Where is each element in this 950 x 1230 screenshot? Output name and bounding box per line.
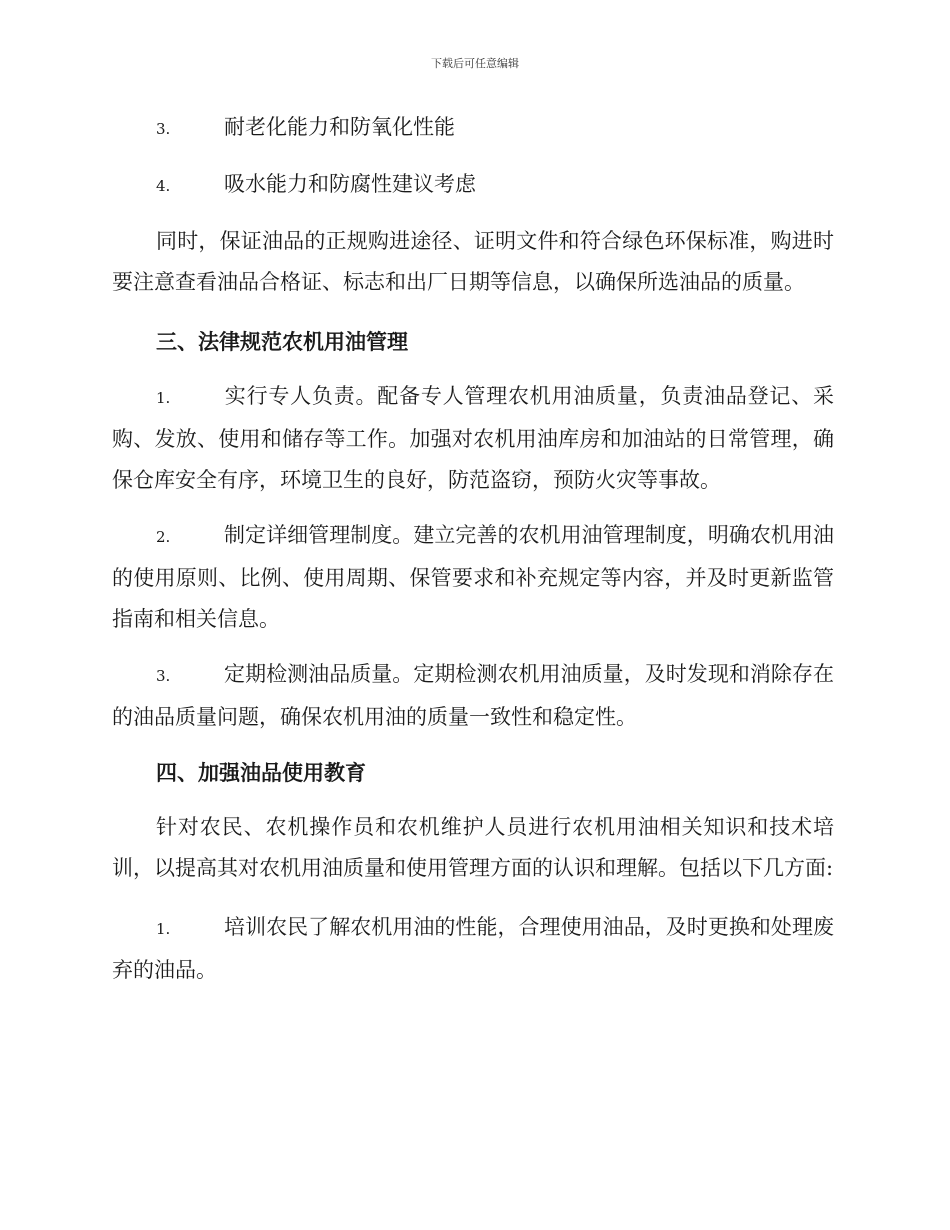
list-item [112,107,834,150]
list-item [112,376,834,501]
paragraph: 针对农民、农机操作员和农机维护人员进行农机用油相关知识和技术培训，以提高其对农机用油质量和使用管理方面的认识和理解。包括以下几方面: [112,815,834,880]
list-text: 吸水能力和防腐性建议考虑 [224,172,476,196]
list-number: 3. [156,667,171,685]
document-body [112,107,834,991]
page-header-note: 下载后可任意编辑 [431,57,519,70]
list-item [112,164,834,207]
list-number: 3. [156,120,171,138]
section-heading-3: 三、法律规范农机用油管理 [156,329,408,354]
list-text: 制定详细管理制度。建立完善的农机用油管理制度，明确农机用油的使用原则、比例、使用周期、保管要求和补充规定等内容，并及时更新监管指南和相关信息。 [112,523,834,631]
list-text: 培训农民了解农机用油的性能，合理使用油品，及时更换和处理废弃的油品。 [112,915,834,982]
list-text: 定期检测油品质量。定期检测农机用油质量，及时发现和消除存在的油品质量问题，确保农机用油的质量一致性和稳定性。 [112,662,834,729]
section-heading-4: 四、加强油品使用教育 [156,760,366,785]
list-text: 耐老化能力和防氧化性能 [224,115,455,139]
list-number: 4. [156,177,171,195]
list-text: 实行专人负责。配备专人管理农机用油质量，负责油品登记、采购、发放、使用和储存等工作。加强对农机用油库房和加油站的日常管理，确保仓库安全有序，环境卫生的良好，防范盗窃，预防火灾等事故。 [112,384,834,492]
list-item [112,654,834,738]
list-item [112,515,834,640]
list-number: 2. [156,528,171,546]
list-number: 1. [156,920,171,938]
list-number: 1. [156,389,171,407]
list-item [112,907,834,991]
paragraph: 同时，保证油品的正规购进途径、证明文件和符合绿色环保标准，购进时要注意查看油品合格证、标志和出厂日期等信息，以确保所选油品的质量。 [112,229,834,294]
